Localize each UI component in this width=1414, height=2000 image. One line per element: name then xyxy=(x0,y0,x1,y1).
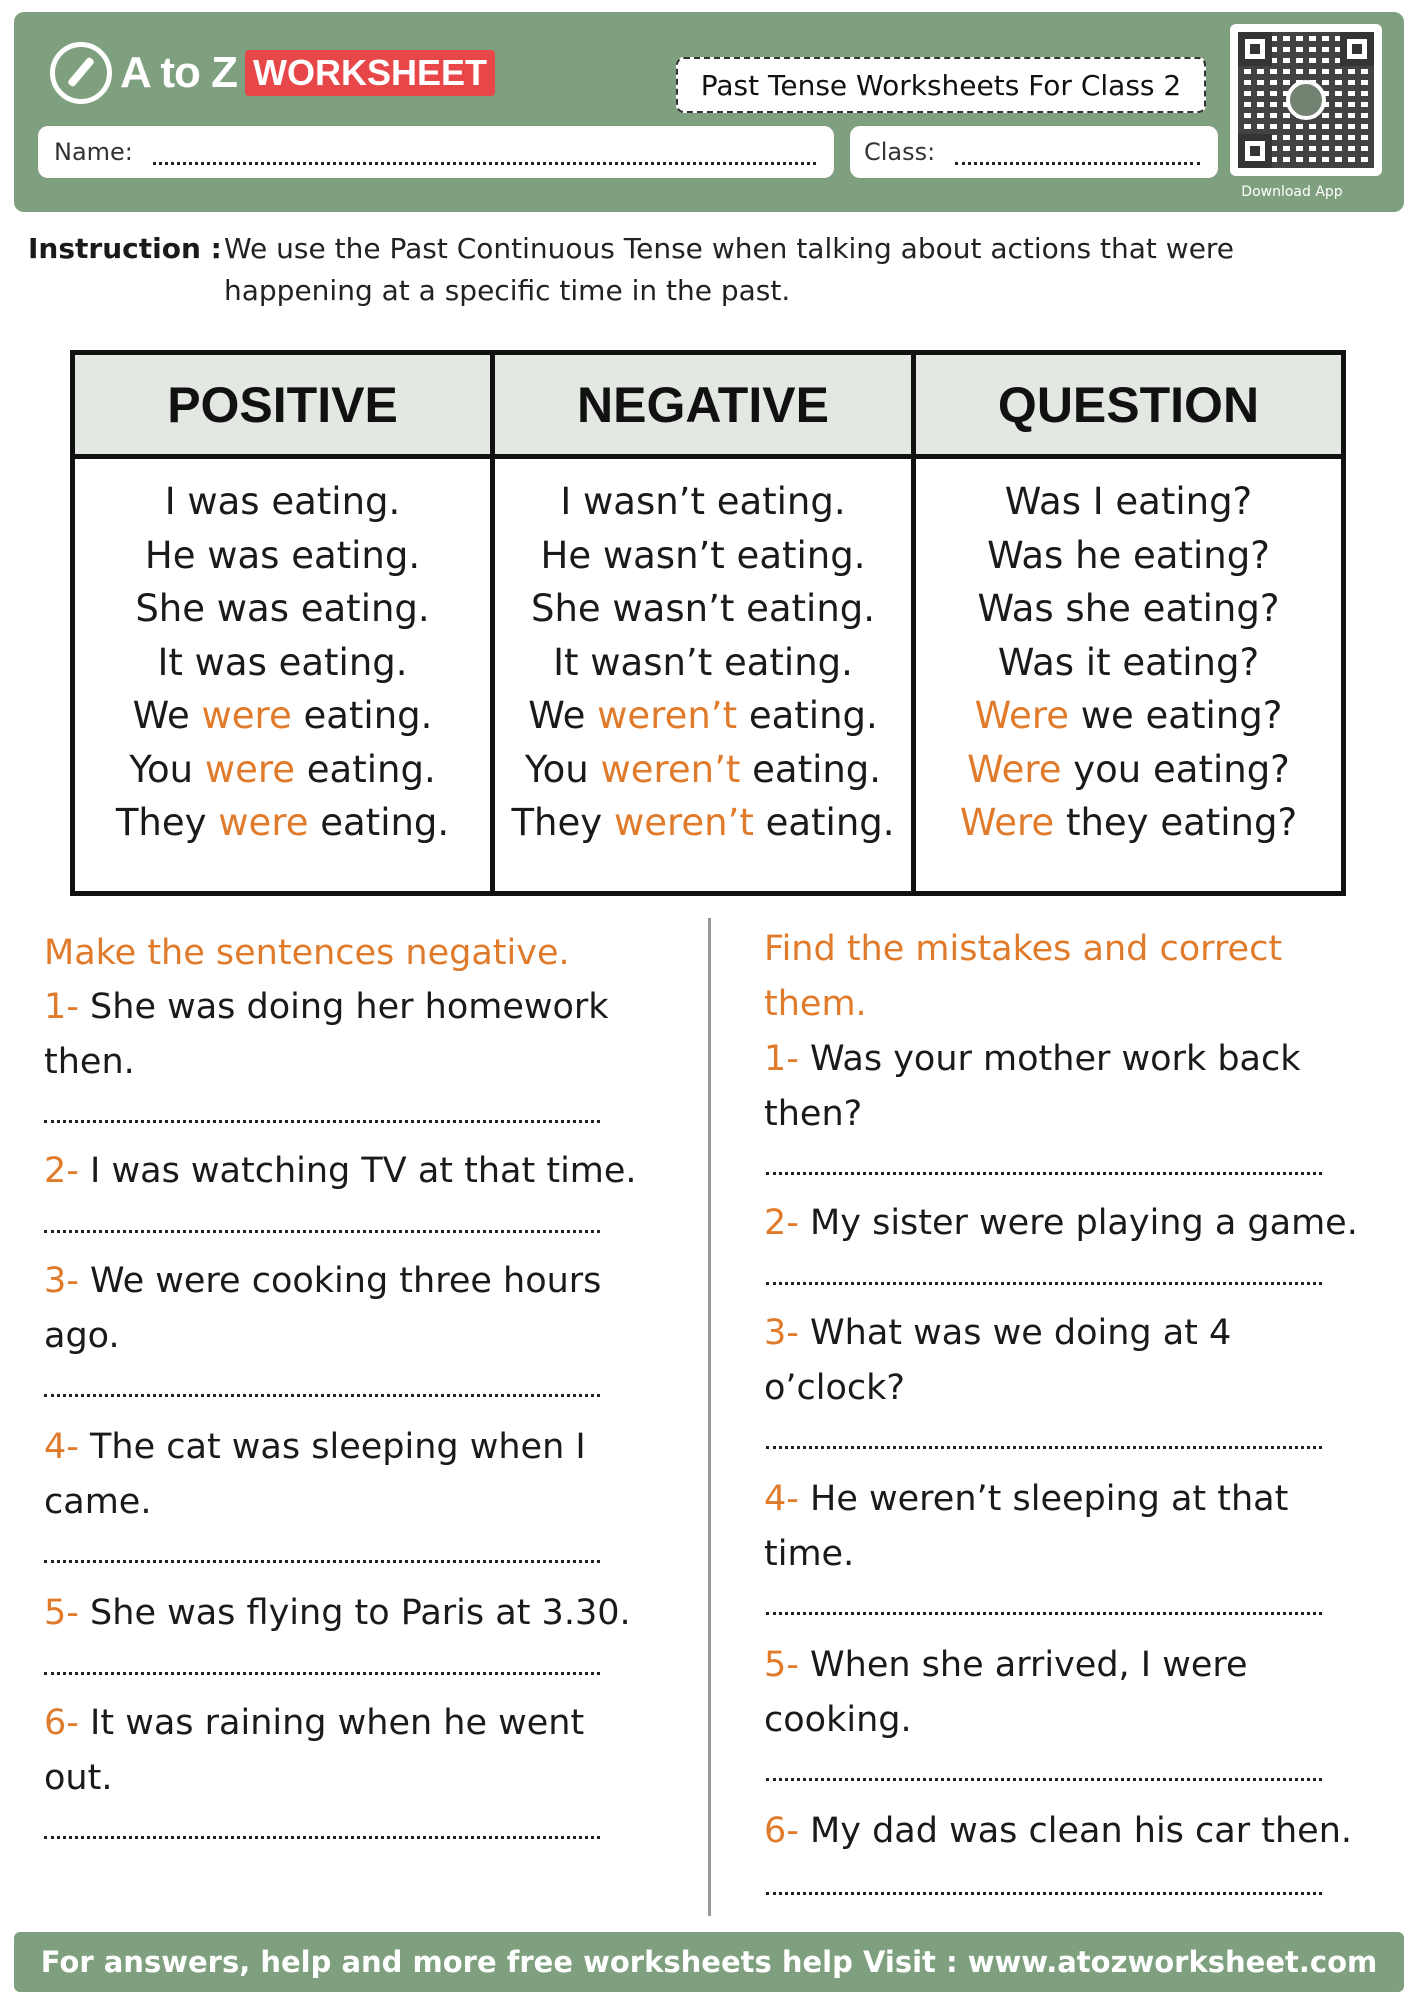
question-row xyxy=(916,743,1341,797)
row-text: Was she eating? xyxy=(977,587,1280,630)
item-number: 1- xyxy=(44,987,79,1027)
exercise-right-item-2 xyxy=(764,1196,1404,1251)
row-text: Was I eating? xyxy=(1004,480,1253,523)
negative-row xyxy=(495,529,911,583)
positive-row xyxy=(75,796,490,850)
row-highlight: were xyxy=(204,747,296,791)
row-text: They xyxy=(115,801,219,844)
answer-line[interactable] xyxy=(766,1612,1322,1615)
positive-rows xyxy=(75,459,490,850)
row-text: eating. xyxy=(291,694,433,737)
row-text: We xyxy=(528,694,598,737)
row-text: Was he eating? xyxy=(987,533,1270,577)
item-text: She was flying to Paris at 3.30. xyxy=(90,1593,631,1633)
item-number: 5- xyxy=(764,1645,799,1685)
negative-row xyxy=(495,636,911,690)
negative-row xyxy=(495,796,911,850)
positive-row xyxy=(75,582,490,636)
question-row xyxy=(916,689,1341,743)
row-text: You xyxy=(524,747,601,791)
class-answer-line xyxy=(955,153,1200,165)
row-text: I wasn’t eating. xyxy=(560,480,846,523)
row-text: they eating? xyxy=(1054,801,1298,844)
row-text: She was eating. xyxy=(135,587,430,630)
header-banner xyxy=(14,12,1404,212)
item-number: 3- xyxy=(44,1261,79,1301)
row-text: We xyxy=(132,694,202,737)
exercise-right-item-5 xyxy=(764,1638,1324,1748)
row-text: eating. xyxy=(740,747,882,791)
site-logo[interactable] xyxy=(50,42,495,104)
answer-line[interactable] xyxy=(44,1560,600,1563)
row-highlight: were xyxy=(201,694,292,737)
question-header: QUESTION xyxy=(916,355,1341,459)
name-field[interactable] xyxy=(38,126,834,178)
question-row xyxy=(916,636,1341,690)
row-text: you eating? xyxy=(1061,747,1290,791)
qr-code-icon[interactable] xyxy=(1230,24,1382,176)
exercise-left-item-6 xyxy=(44,1696,644,1806)
positive-column xyxy=(75,355,495,891)
class-field[interactable] xyxy=(850,126,1218,178)
row-highlight: weren’t xyxy=(613,801,754,844)
item-number: 4- xyxy=(44,1427,79,1467)
exercise-right-item-1 xyxy=(764,1032,1324,1142)
negative-row xyxy=(495,689,911,743)
column-divider xyxy=(708,918,711,1916)
item-text: My dad was clean his car then. xyxy=(810,1811,1352,1851)
class-label: Class: xyxy=(864,138,936,166)
answer-line[interactable] xyxy=(766,1778,1322,1781)
qr-finder-bottom-left xyxy=(1238,134,1272,168)
answer-line[interactable] xyxy=(766,1172,1322,1175)
item-number: 5- xyxy=(44,1593,79,1633)
row-text: eating. xyxy=(295,747,436,791)
negative-header: NEGATIVE xyxy=(495,355,911,459)
answer-line[interactable] xyxy=(44,1394,600,1397)
negative-row xyxy=(495,475,911,529)
positive-row xyxy=(75,743,490,797)
answer-line[interactable] xyxy=(44,1120,600,1123)
qr-logo-icon xyxy=(1286,80,1326,120)
row-text: I was eating. xyxy=(164,480,401,523)
item-text: What was we doing at 4 o’clock? xyxy=(764,1313,1232,1408)
exercise-right-item-6 xyxy=(764,1804,1404,1859)
item-number: 3- xyxy=(764,1313,799,1353)
name-answer-line xyxy=(153,153,816,165)
positive-header: POSITIVE xyxy=(75,355,490,459)
positive-row xyxy=(75,475,490,529)
question-row xyxy=(916,796,1341,850)
positive-row xyxy=(75,529,490,583)
answer-line[interactable] xyxy=(766,1892,1322,1895)
exercise-right-item-4 xyxy=(764,1472,1324,1582)
row-text: It was eating. xyxy=(157,640,408,684)
footer-text[interactable]: For answers, help and more free worksheets help Visit : www.atozworksheet.com xyxy=(40,1945,1378,1979)
grammar-table xyxy=(70,350,1346,896)
name-label: Name: xyxy=(54,138,133,166)
instruction-label: Instruction : xyxy=(28,232,222,265)
answer-line[interactable] xyxy=(44,1836,600,1839)
row-text: eating. xyxy=(308,801,450,844)
item-number: 6- xyxy=(764,1811,799,1851)
item-text: The cat was sleeping when I came. xyxy=(44,1427,586,1522)
instruction-text: We use the Past Continuous Tense when talking about actions that were happening at a specific time in the past. xyxy=(224,232,1235,307)
positive-row xyxy=(75,689,490,743)
exercise-right-title xyxy=(764,922,1324,1032)
question-rows xyxy=(916,459,1341,850)
row-highlight: Were xyxy=(967,747,1062,791)
exercise-right-item-3 xyxy=(764,1306,1324,1416)
row-highlight: were xyxy=(218,801,309,844)
qr-finder-top-left xyxy=(1238,32,1272,66)
logo-badge: WORKSHEET xyxy=(245,50,495,96)
exercise-left-item-2 xyxy=(44,1144,644,1199)
row-highlight: Were xyxy=(974,694,1069,737)
footer-banner xyxy=(14,1932,1404,1992)
row-text: She wasn’t eating. xyxy=(530,587,876,630)
row-text: Was it eating? xyxy=(997,640,1260,684)
question-column xyxy=(916,355,1341,891)
pen-logo-icon xyxy=(50,42,112,104)
row-text: we eating? xyxy=(1068,694,1283,737)
logo-text: A to Z xyxy=(120,48,237,97)
question-row xyxy=(916,475,1341,529)
item-number: 4- xyxy=(764,1479,799,1519)
item-text: She was doing her homework then. xyxy=(44,987,609,1082)
answer-line[interactable] xyxy=(44,1672,600,1675)
exercise-left-item-3 xyxy=(44,1254,644,1364)
row-text: They xyxy=(511,801,614,844)
exercise-left-item-5 xyxy=(44,1586,644,1641)
row-text: You xyxy=(129,747,205,791)
answer-line[interactable] xyxy=(766,1282,1322,1285)
negative-column xyxy=(495,355,916,891)
exercise-left-item-4 xyxy=(44,1420,644,1530)
item-text: When she arrived, I were cooking. xyxy=(764,1645,1248,1740)
exercise-left-title-text: Make the sentences negative. xyxy=(44,933,570,973)
negative-row xyxy=(495,582,911,636)
item-text: I was watching TV at that time. xyxy=(90,1151,637,1191)
exercise-left-title xyxy=(44,926,644,981)
row-highlight: weren’t xyxy=(597,694,738,737)
item-number: 1- xyxy=(764,1039,799,1079)
qr-pattern xyxy=(1238,32,1374,168)
item-text: Was your mother work back then? xyxy=(764,1039,1301,1134)
item-text: It was raining when he went out. xyxy=(44,1703,585,1798)
question-row xyxy=(916,582,1341,636)
negative-rows xyxy=(495,459,911,850)
download-app-label[interactable]: Download App xyxy=(1241,184,1343,200)
item-text: My sister were playing a game. xyxy=(810,1203,1358,1243)
item-number: 2- xyxy=(764,1203,799,1243)
row-text: It wasn’t eating. xyxy=(553,640,853,684)
exercise-right-title-text: Find the mistakes and correct them. xyxy=(764,929,1283,1024)
answer-line[interactable] xyxy=(44,1230,600,1233)
row-text: He was eating. xyxy=(144,533,421,577)
question-row xyxy=(916,529,1341,583)
row-highlight: weren’t xyxy=(600,747,741,791)
answer-line[interactable] xyxy=(766,1446,1322,1449)
worksheet-title: Past Tense Worksheets For Class 2 xyxy=(676,57,1206,113)
item-text: He weren’t sleeping at that time. xyxy=(764,1479,1289,1574)
row-highlight: Were xyxy=(959,801,1055,844)
row-text: He wasn’t eating. xyxy=(540,533,866,577)
item-number: 2- xyxy=(44,1151,79,1191)
positive-row xyxy=(75,636,490,690)
qr-finder-top-right xyxy=(1340,32,1374,66)
row-text: eating. xyxy=(753,801,895,844)
row-text: eating. xyxy=(737,694,878,737)
negative-row xyxy=(495,743,911,797)
item-text: We were cooking three hours ago. xyxy=(44,1261,602,1356)
item-number: 6- xyxy=(44,1703,79,1743)
exercise-left-item-1 xyxy=(44,980,644,1090)
